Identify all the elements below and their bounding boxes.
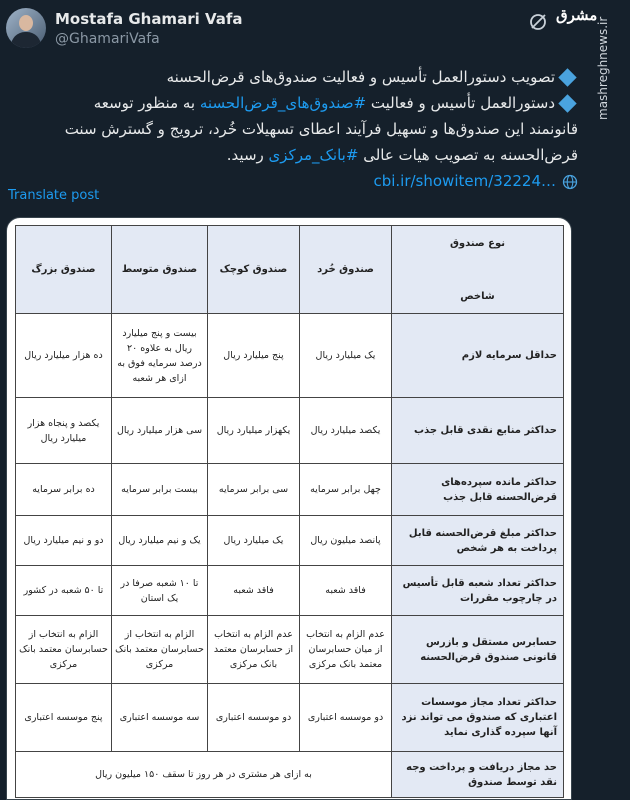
grok-icon[interactable] xyxy=(528,12,548,32)
table-cell: یک و نیم میلیارد ریال xyxy=(112,516,208,566)
table-cell-merged: به ازای هر مشتری در هر روز تا سقف ۱۵۰ میلیون ریال xyxy=(16,752,392,798)
table-header-row xyxy=(16,226,564,314)
tweet-line-4: قرض‌الحسنه به تصویب هیات عالی #بانک_مرکزی رسید. xyxy=(226,146,578,164)
table-cell: فاقد شعبه xyxy=(300,566,392,616)
table-row xyxy=(16,314,564,398)
diamond-icon xyxy=(558,94,576,112)
row-label: حسابرس مستقل و بازرس قانونی صندوق قرض‌الحسنه xyxy=(392,616,564,684)
table-row xyxy=(16,684,564,752)
table-cell: سی برابر سرمایه xyxy=(208,464,300,516)
row-label: حداکثر تعداد شعبه قابل تأسیس در چارچوب مقررات xyxy=(392,566,564,616)
tweet-line-3: قانونمند این صندوق‌ها و تسهیل فرآیند اعطای تسهیلات خُرد، ترویج و گسترش سنت xyxy=(64,120,578,138)
table-cell: پنج میلیارد ریال xyxy=(208,314,300,398)
table-cell: پنج موسسه اعتباری xyxy=(16,684,112,752)
table-cell: تا ۵۰ شعبه در کشور xyxy=(16,566,112,616)
tweet-line-1: تصویب دستورالعمل تأسیس و فعالیت صندوق‌های قرض‌الحسنه xyxy=(16,64,578,90)
fund-comparison-table xyxy=(15,225,564,798)
table-cell: سه موسسه اعتباری xyxy=(112,684,208,752)
row-label: حداکثر مانده سپرده‌های قرض‌الحسنه قابل جذب xyxy=(392,464,564,516)
table-row xyxy=(16,398,564,464)
table-cell: دو و نیم میلیارد ریال xyxy=(16,516,112,566)
table-cell: دو موسسه اعتباری xyxy=(208,684,300,752)
table-cell: ده هزار میلیارد ریال xyxy=(16,314,112,398)
table-row xyxy=(16,516,564,566)
table-cell: الزام به انتخاب از حسابرسان معتمد بانک مرکزی xyxy=(16,616,112,684)
hashtag-link[interactable]: #بانک_مرکزی xyxy=(268,146,359,164)
table-row xyxy=(16,464,564,516)
tweet-line-2: دستورالعمل تأسیس و فعالیت #صندوق‌های_قرض‌الحسنه به منظور توسعه xyxy=(16,90,578,116)
table-cell: عدم الزام به انتخاب از حسابرسان معتمد بانک مرکزی xyxy=(208,616,300,684)
author-handle[interactable]: @GhamariVafa xyxy=(55,31,160,47)
header-corner-top: نوع صندوق xyxy=(449,237,505,249)
watermark: mashreghnews.ir xyxy=(596,16,610,120)
column-header: صندوق بزرگ xyxy=(16,226,112,314)
header-corner-bottom: شاخص xyxy=(460,290,495,302)
table-cell: دو موسسه اعتباری xyxy=(300,684,392,752)
column-header: صندوق خُرد xyxy=(300,226,392,314)
table-cell: یکهزار میلیارد ریال xyxy=(208,398,300,464)
table-cell: بیست برابر سرمایه xyxy=(112,464,208,516)
globe-icon xyxy=(562,174,578,190)
diamond-icon xyxy=(558,68,576,86)
table-cell: پانصد میلیون ریال xyxy=(300,516,392,566)
table-row xyxy=(16,616,564,684)
header-corner xyxy=(392,226,564,314)
table-cell: یکصد میلیارد ریال xyxy=(300,398,392,464)
table-cell: بیست و پنج میلیارد ریال به علاوه ۲۰ درصد سرمایه فوق به ازای هر شعبه xyxy=(112,314,208,398)
brand-logo: مشرق xyxy=(556,6,598,24)
table-cell: عدم الزام به انتخاب از میان حسابرسان معتمد بانک مرکزی xyxy=(300,616,392,684)
hashtag-link[interactable]: #صندوق‌های_قرض‌الحسنه xyxy=(199,94,367,112)
table-cell: سی هزار میلیارد ریال xyxy=(112,398,208,464)
attached-image[interactable] xyxy=(6,217,572,800)
table-cell: الزام به انتخاب از حسابرسان معتمد بانک مرکزی xyxy=(112,616,208,684)
row-label: حداکثر منابع نقدی قابل جذب xyxy=(392,398,564,464)
author-name[interactable]: Mostafa Ghamari Vafa xyxy=(55,10,243,28)
row-label: حداکثر تعداد مجاز موسسات اعتباری که صندوق می تواند نزد آنها سپرده گذاری نماید xyxy=(392,684,564,752)
avatar-head xyxy=(19,15,33,31)
table-cell: تا ۱۰ شعبه صرفا در یک استان xyxy=(112,566,208,616)
row-label: حد مجاز دریافت و پرداخت وجه نقد توسط صندوق xyxy=(392,752,564,798)
tweet-text xyxy=(16,64,578,194)
avatar-body xyxy=(11,32,41,48)
table-cell: چهل برابر سرمایه xyxy=(300,464,392,516)
tweet-link[interactable]: cbi.ir/showitem/32224… xyxy=(373,172,556,190)
table-cell: ده برابر سرمایه xyxy=(16,464,112,516)
column-header: صندوق متوسط xyxy=(112,226,208,314)
column-header: صندوق کوچک xyxy=(208,226,300,314)
tweet-link-line xyxy=(16,168,578,194)
table-cell: یک میلیارد ریال xyxy=(300,314,392,398)
row-label: حداکثر مبلغ قرض‌الحسنه قابل پرداخت به هر شخص xyxy=(392,516,564,566)
avatar[interactable] xyxy=(6,8,46,48)
table-row xyxy=(16,752,564,798)
table-row xyxy=(16,566,564,616)
row-label: حداقل سرمایه لازم xyxy=(392,314,564,398)
table-cell: فاقد شعبه xyxy=(208,566,300,616)
translate-post-link[interactable]: Translate post xyxy=(8,188,100,203)
table-cell: یکصد و پنجاه هزار میلیارد ریال xyxy=(16,398,112,464)
table-cell: یک میلیارد ریال xyxy=(208,516,300,566)
